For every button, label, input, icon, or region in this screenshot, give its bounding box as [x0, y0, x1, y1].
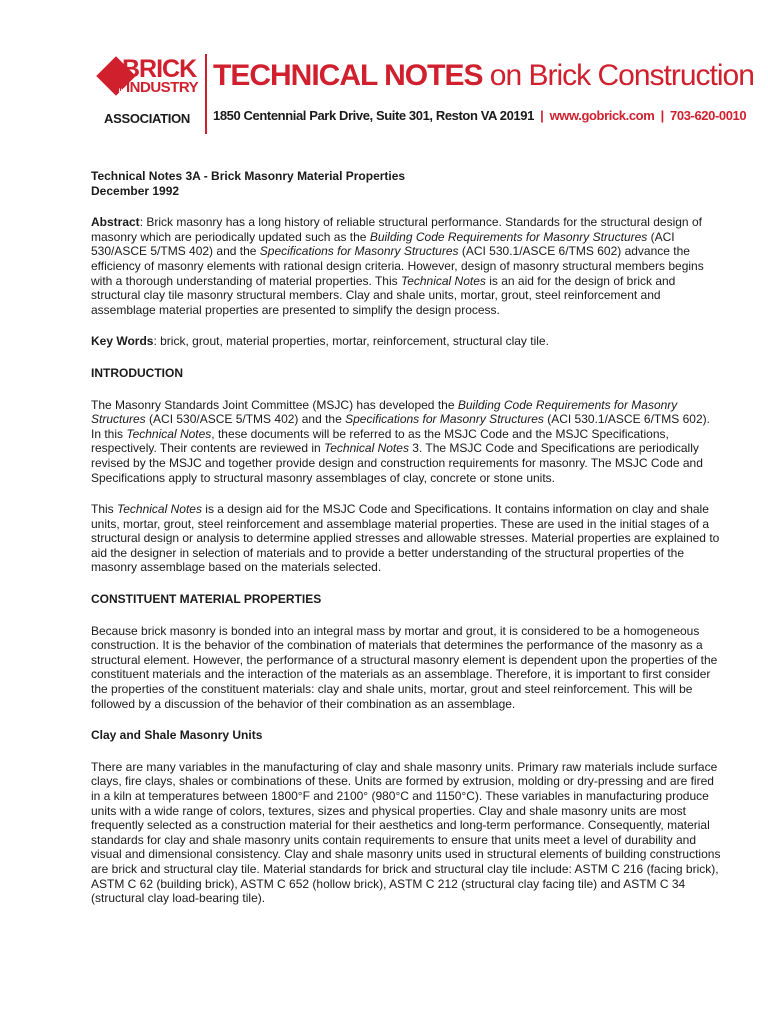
keywords-text: : brick, grout, material properties, mortar, reinforcement, structural clay tile.	[153, 334, 549, 349]
paragraph-text: , these documents will be referred to as the MSJC Code and the MSJC Specifications, respectively. Their contents are reviewed in	[91, 426, 669, 456]
logo-the: THE	[119, 88, 126, 102]
abstract-italic: Specifications for Masonry Structures	[259, 244, 459, 259]
website-link[interactable]: www.gobrick.com	[549, 108, 655, 123]
paragraph-text: (ACI 530/ASCE 5/TMS 402) and the	[145, 412, 346, 427]
separator: |	[540, 108, 544, 123]
address: 1850 Centennial Park Drive, Suite 301, Reston VA 20191	[213, 108, 534, 123]
brick-industry-logo	[98, 54, 200, 132]
contact-line	[213, 107, 746, 125]
introduction-paragraph-2	[91, 502, 721, 575]
logo-association: ASSOCIATION	[104, 111, 191, 126]
paragraph-text: is a design aid for the MSJC Code and Specifications. It contains information on clay and shale units, mortar, grout, steel reinforcement and assemblage material properties. These are used in the initial stages of a structural design or analysis to determine applied stresses and allowable stresses. Material properties are explained to aid the designer in selection of materials and to provide a better understanding of the structural properties of the masonry assemblage based on the materials selected.	[91, 502, 720, 575]
abstract-text: (ACI 530.1/ASCE 6/TMS 602) advance the efficiency of masonry elements with rational design criteria. However, design of masonry structural members begins with a thorough understanding of material properties. This	[91, 244, 704, 288]
document-title-block	[91, 169, 721, 198]
phone-number: 703-620-0010	[670, 108, 747, 123]
abstract-italic: Technical Notes	[400, 273, 486, 288]
letterhead	[0, 0, 768, 150]
paragraph-italic: Building Code Requirements for Masonry Structures	[91, 397, 678, 427]
abstract-text: : Brick masonry has a long history of reliable structural performance. Standards for the structural design of masonry which are periodically updated such as the	[91, 215, 702, 244]
keywords-paragraph	[91, 334, 721, 349]
keywords-label: Key Words	[91, 334, 154, 349]
introduction-paragraph-1	[91, 398, 721, 486]
title-rest: on Brick Construction	[482, 59, 754, 92]
constituent-paragraph: Because brick masonry is bonded into an integral mass by mortar and grout, it is considered to be a homogeneous construction. It is the behavior of the combination of materials that determines the performance of the masonry as a structural element. However, the performance of a structural masonry element is dependent upon the properties of the constituent materials and the interaction of the materials as an assemblage. Therefore, it is important to first consider the properties of the constituent materials: clay and shale units, mortar, grout and steel reinforcement. This will be followed by a discussion of the behavior of their combination as an assemblage.	[91, 623, 718, 711]
document-date: December 1992	[91, 183, 180, 198]
paragraph-italic: Technical Notes	[324, 441, 409, 456]
separator: |	[660, 108, 664, 123]
abstract-label: Abstract	[91, 215, 140, 230]
paragraph-text: This	[91, 502, 118, 517]
paragraph-italic: Technical Notes	[126, 426, 212, 441]
title-bold: TECHNICAL NOTES	[213, 59, 483, 92]
document-body	[91, 169, 721, 923]
letterhead-title	[213, 58, 754, 94]
logo-industry: INDUSTRY	[126, 79, 199, 96]
paragraph-italic: Specifications for Masonry Structures	[345, 412, 544, 427]
abstract-italic: Building Code Requirements for Masonry Structures	[369, 229, 648, 244]
abstract-paragraph	[91, 215, 721, 317]
logo-brick: BRICK	[122, 55, 197, 83]
abstract-text: (ACI 530/ASCE 5/TMS 402) and the	[91, 229, 675, 259]
letterhead-divider	[205, 54, 207, 134]
paragraph-italic: Technical Notes	[117, 502, 202, 517]
paragraph-text: 3. The MSJC Code and Specifications are periodically revised by the MSJC and together provide design and construction requirements for masonry. The MSJC Code and Specifications apply to structural masonry assemblages of clay, concrete or stone units.	[91, 441, 703, 485]
section-heading-introduction: INTRODUCTION	[91, 365, 183, 380]
paragraph-text: (ACI 530.1/ASCE 6/TMS 602). In this	[91, 412, 710, 441]
document-title: Technical Notes 3A - Brick Masonry Material Properties	[91, 169, 406, 183]
clay-shale-paragraph: There are many variables in the manufacturing of clay and shale masonry units. Primary raw materials include surface clays, fire clays, shales or combinations of these. Units are formed by extrusion, molding or dry-pressing and are fired in a kiln at temperatures between 1800°F and 2100° (980°C and 1150°C). These variables in manufacturing produce units with a wide range of colors, textures, sizes and physical properties. Clay and shale masonry units are most frequently selected as a construction material for their aesthetics and long-term performance. Consequently, material standards for clay and shale masonry units contain requirements to ensure that units meet a level of durability and visual and dimensional consistency. Clay and shale masonry units used in structural elements of building constructions are brick and structural clay tile. Material standards for brick and structural clay tile include: ASTM C 216 (facing brick), ASTM C 62 (building brick), ASTM C 652 (hollow brick), ASTM C 212 (structural clay facing tile) and ASTM C 34 (structural clay load-bearing tile).	[91, 759, 721, 906]
paragraph-text: The Masonry Standards Joint Committee (MSJC) has developed the	[91, 397, 458, 412]
section-heading-constituent: CONSTITUENT MATERIAL PROPERTIES	[91, 592, 322, 607]
abstract-text: is an aid for the design of brick and structural clay tile masonry structural members. Clay and shale units, mortar, grout, steel reinforcement and assemblage material properties are presented to simplify the design process.	[91, 273, 676, 317]
subsection-heading-clay-shale: Clay and Shale Masonry Units	[91, 728, 263, 743]
